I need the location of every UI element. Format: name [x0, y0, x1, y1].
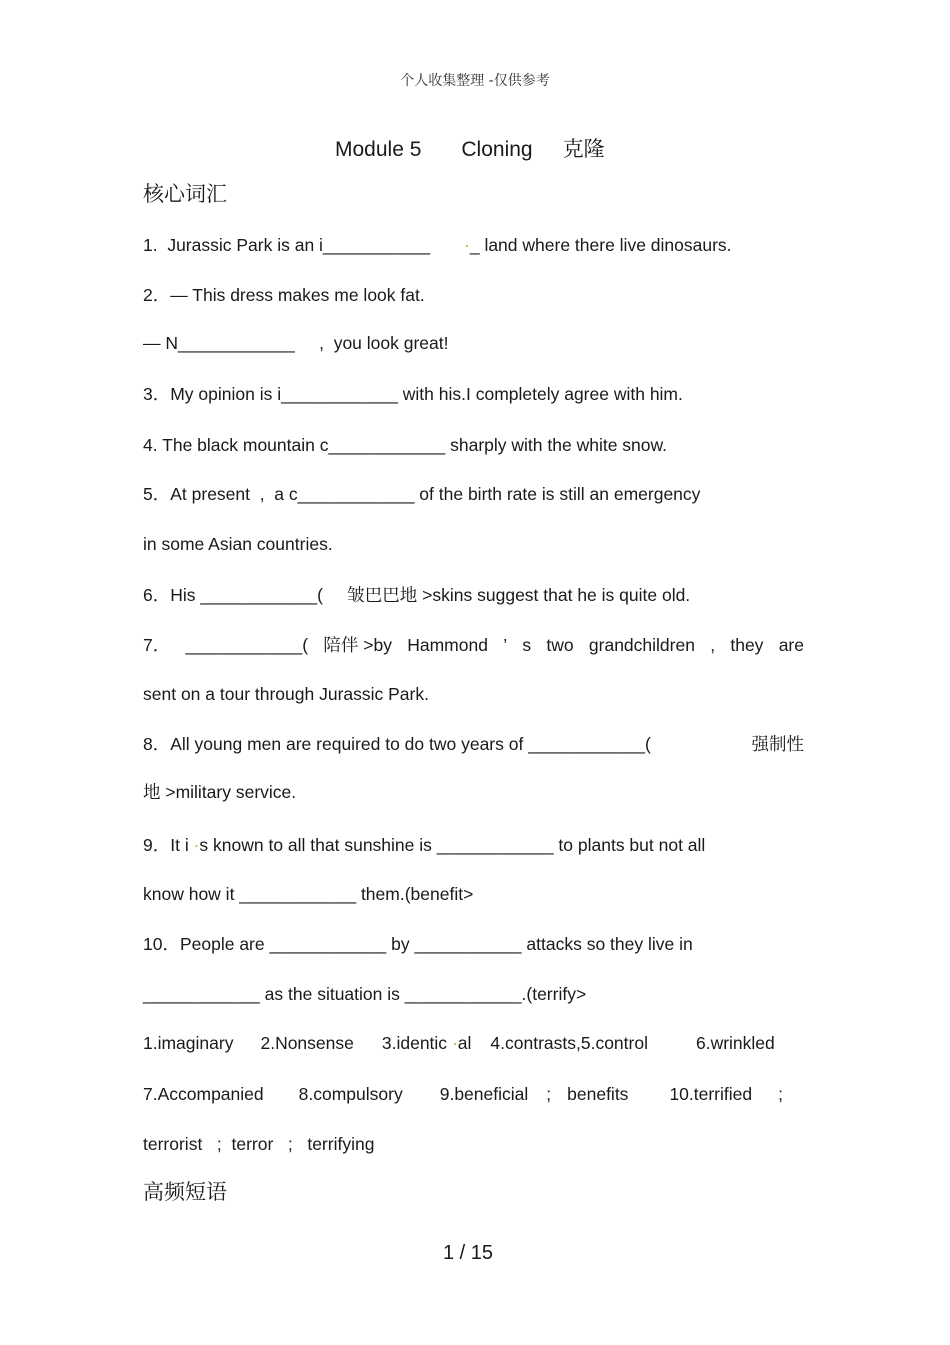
question-8-hint: 强制性	[751, 734, 804, 754]
q7-word: 7．	[143, 635, 171, 655]
answer-item: al	[457, 1033, 472, 1053]
q7-word: 陪伴 >by	[323, 635, 392, 655]
question-5-line-2: in some Asian countries.	[143, 534, 333, 554]
q7-word: ’	[503, 635, 508, 655]
answer-item: 2.Nonsense	[260, 1033, 354, 1053]
question-4: 4. The black mountain c____________ sharply with the white snow.	[143, 435, 668, 455]
question-2-line-2: — N____________ , you look great!	[143, 333, 449, 353]
answer-line-3: terrorist ; terror ; terrifying	[143, 1134, 375, 1154]
answer-item: 8.compulsory	[298, 1084, 403, 1104]
answer-item: 7.Accompanied	[143, 1084, 264, 1104]
question-7-line-2: sent on a tour through Jurassic Park.	[143, 684, 429, 704]
question-1-part-b: _ land where there live dinosaurs.	[469, 235, 732, 255]
q7-word: Hammond	[407, 635, 488, 655]
answer-line-1	[143, 1032, 775, 1054]
q7-word: grandchildren	[588, 635, 695, 655]
question-5-line-1: 5．At present , a c____________ of the birth rate is still an emergency	[143, 484, 701, 504]
question-3: 3．My opinion is i____________ with his.I completely agree with him.	[143, 384, 683, 404]
q7-word: ,	[710, 635, 716, 655]
question-9-part-b: s known to all that sunshine is ____________ to plants but not all	[199, 835, 706, 855]
q7-word: s	[522, 635, 532, 655]
page-header: 个人收集整理 -仅供参考	[400, 73, 550, 89]
answer-item: 3.identic	[381, 1033, 448, 1053]
answer-line-2	[143, 1083, 783, 1105]
q7-word: ____________(	[185, 635, 309, 655]
speck-mark: ·	[193, 835, 200, 855]
q7-word: two	[546, 635, 574, 655]
page-title	[335, 133, 605, 163]
title-topic: Cloning	[461, 138, 533, 161]
question-10-line-2: ____________ as the situation is ____________.(terrify>	[143, 984, 587, 1004]
q7-word: are	[778, 635, 804, 655]
section-vocab-heading: 核心词汇	[143, 182, 227, 206]
question-2-line-1: 2．— This dress makes me look fat.	[143, 285, 425, 305]
question-1	[143, 234, 732, 256]
answer-item: 9.beneficial	[439, 1084, 529, 1104]
title-chinese: 克隆	[562, 137, 605, 161]
question-1-part-a: 1. Jurassic Park is an i___________	[143, 235, 465, 255]
question-7-line-1	[143, 634, 804, 656]
question-8-line-1	[143, 733, 804, 755]
question-9-part-a: 9．It i	[143, 835, 194, 855]
answer-item: benefits	[567, 1084, 629, 1104]
answer-item: ;	[778, 1084, 783, 1104]
section-phrases-heading: 高频短语	[143, 1180, 227, 1204]
title-module: Module 5	[335, 138, 422, 161]
answer-item: 6.wrinkled	[695, 1033, 775, 1053]
answer-item: 4.contrasts,5.control	[490, 1033, 648, 1053]
question-9-line-1	[143, 834, 705, 856]
question-9-line-2: know how it ____________ them.(benefit>	[143, 884, 474, 904]
question-6: 6．His ____________( 皱巴巴地 >skins suggest that he is quite old.	[143, 585, 691, 605]
question-8-text: 8．All young men are required to do two years of ____________(	[143, 734, 651, 754]
answer-item: 10.terrified	[669, 1084, 753, 1104]
q7-word: they	[730, 635, 764, 655]
answer-item: ;	[546, 1084, 552, 1104]
speck-mark: ·	[464, 235, 470, 255]
question-10-line-1: 10．People are ____________ by ___________ attacks so they live in	[143, 934, 693, 954]
page-number: 1 / 15	[442, 1242, 494, 1264]
question-8-line-2: 地 >military service.	[143, 782, 297, 802]
answer-item: 1.imaginary	[143, 1033, 234, 1053]
speck-mark: ·	[451, 1033, 458, 1053]
